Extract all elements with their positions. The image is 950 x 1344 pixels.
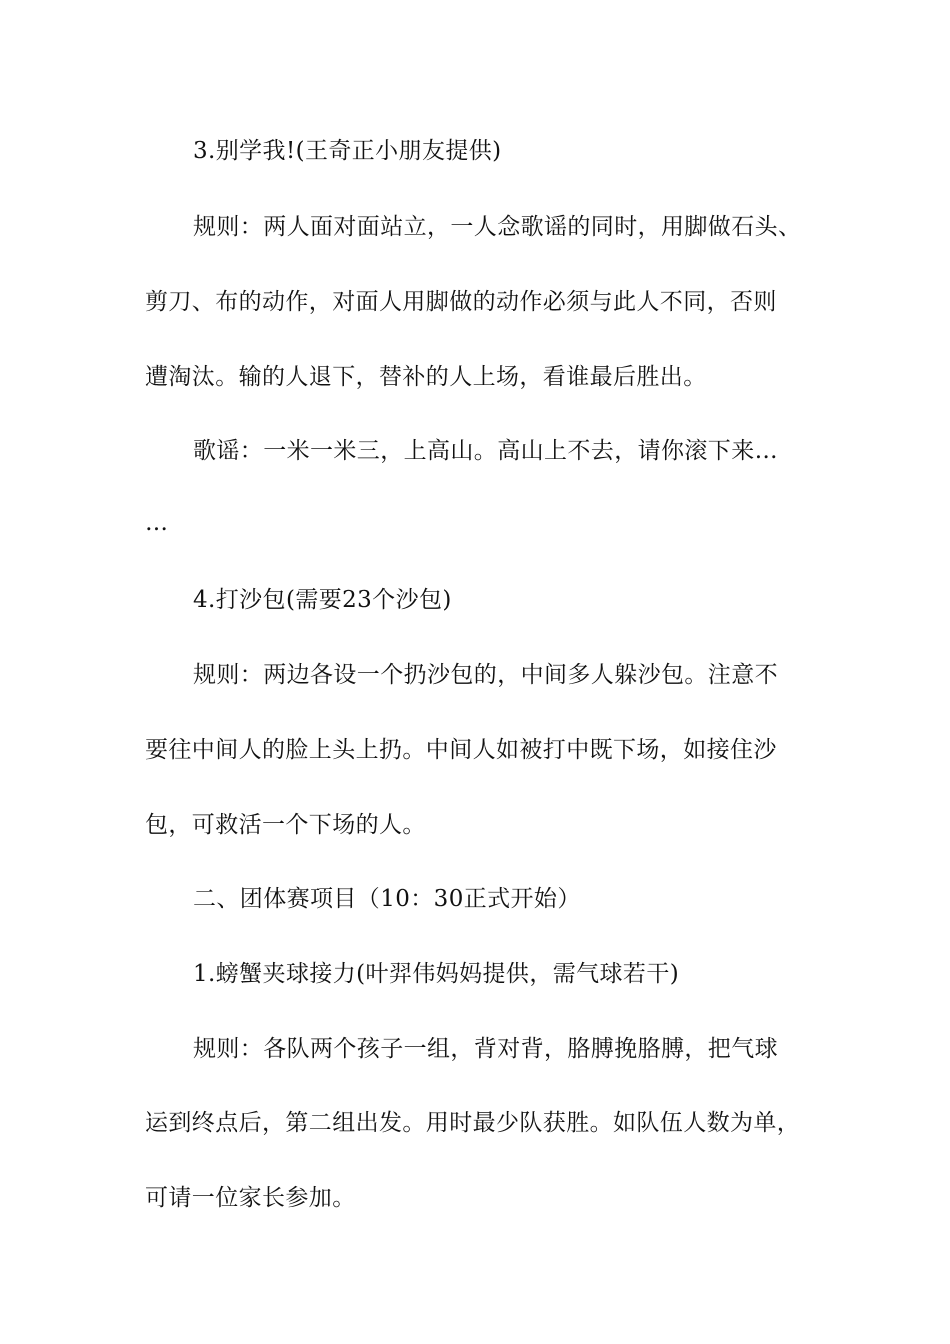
heading-team-game-1: 1.螃蟹夹球接力(叶羿伟妈妈提供，需气球若干) [193,961,680,987]
rule-paragraph-line: 规则：各队两个孩子一组，背对背，胳膊挽胳膊，把气球 [193,1036,778,1062]
heading-game-4: 4.打沙包(需要23个沙包) [193,587,452,613]
heading-game-3: 3.别学我!(王奇正小朋友提供) [193,138,502,164]
section-heading-team-events: 二、团体赛项目（10：30正式开始） [193,886,581,912]
rule-paragraph-line: 包，可救活一个下场的人。 [145,812,426,838]
rule-paragraph-line: 剪刀、布的动作，对面人用脚做的动作必须与此人不同，否则 [145,289,777,315]
rule-paragraph-line: 要往中间人的脸上头上扔。中间人如被打中既下场，如接住沙 [145,737,777,763]
rule-paragraph-line: 遭淘汰。输的人退下，替补的人上场，看谁最后胜出。 [145,364,707,390]
rule-paragraph-line: 规则：两边各设一个扔沙包的，中间多人躲沙包。注意不 [193,662,778,688]
rule-paragraph-line: 可请一位家长参加。 [145,1185,356,1211]
rhyme-paragraph-line: 歌谣：一米一米三，上高山。高山上不去，请你滚下来… [193,438,778,464]
rule-paragraph-line: 运到终点后，第二组出发。用时最少队获胜。如队伍人数为单， [145,1110,801,1136]
rule-paragraph-line: 规则：两人面对面站立，一人念歌谣的同时，用脚做石头、 [193,214,802,240]
rhyme-paragraph-line: … [145,510,169,536]
